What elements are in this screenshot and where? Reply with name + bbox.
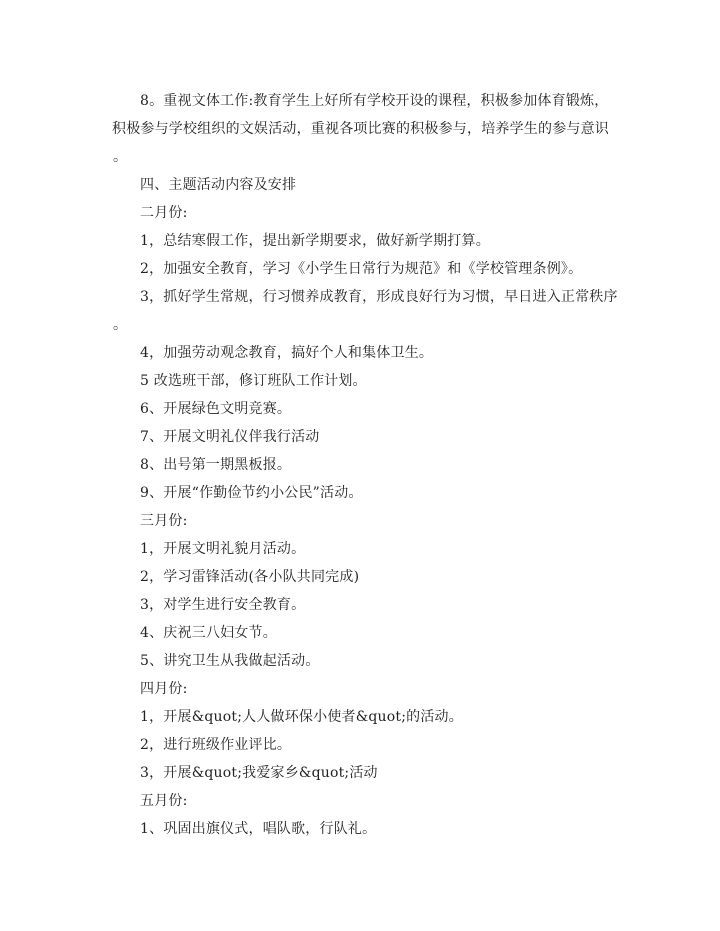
list-item: 3，开展&quot;我爱家乡&quot;活动: [140, 765, 378, 781]
paragraph-line: 8。重视文体工作:教育学生上好所有学校开设的课程，积极参加体育锻炼，: [140, 93, 609, 109]
list-item: 4、庆祝三八妇女节。: [140, 625, 277, 641]
list-item: 2，学习雷锋活动(各小队共同完成): [140, 569, 360, 585]
list-item: 3，抓好学生常规，行习惯养成教育，形成良好行为习惯，早日进入正常秩序: [140, 289, 618, 305]
month-heading: 五月份:: [140, 793, 188, 809]
month-heading: 三月份:: [140, 513, 188, 529]
list-item-continuation: 。: [113, 317, 128, 333]
list-item: 2，进行班级作业评比。: [140, 737, 292, 753]
list-item: 8、出号第一期黑板报。: [140, 457, 292, 473]
list-item: 1、巩固出旗仪式，唱队歌，行队礼。: [140, 821, 377, 837]
list-item: 6、开展绿色文明竞赛。: [140, 401, 292, 417]
list-item: 1，开展文明礼貌月活动。: [140, 541, 306, 557]
list-item: 5 改选班干部，修订班队工作计划。: [140, 373, 367, 389]
list-item: 3，对学生进行安全教育。: [140, 597, 306, 613]
list-item: 4，加强劳动观念教育，搞好个人和集体卫生。: [140, 345, 434, 361]
list-item: 7、开展文明礼仪伴我行活动: [140, 429, 320, 445]
month-heading: 二月份:: [140, 205, 188, 221]
list-item: 2，加强安全教育，学习《小学生日常行为规范》和《学校管理条例》。: [140, 261, 583, 277]
paragraph-line: 。: [113, 149, 128, 165]
paragraph-line: 积极参与学校组织的文娱活动，重视各项比赛的积极参与，培养学生的参与意识: [112, 121, 609, 137]
list-item: 1，开展&quot;人人做环保小使者&quot;的活动。: [140, 709, 463, 725]
list-item: 9、开展“作勤俭节约小公民”活动。: [140, 485, 363, 501]
section-heading: 四、主题活动内容及安排: [140, 177, 297, 193]
month-heading: 四月份:: [140, 681, 188, 697]
list-item: 5、讲究卫生从我做起活动。: [140, 653, 320, 669]
list-item: 1，总结寒假工作，提出新学期要求，做好新学期打算。: [140, 233, 490, 249]
